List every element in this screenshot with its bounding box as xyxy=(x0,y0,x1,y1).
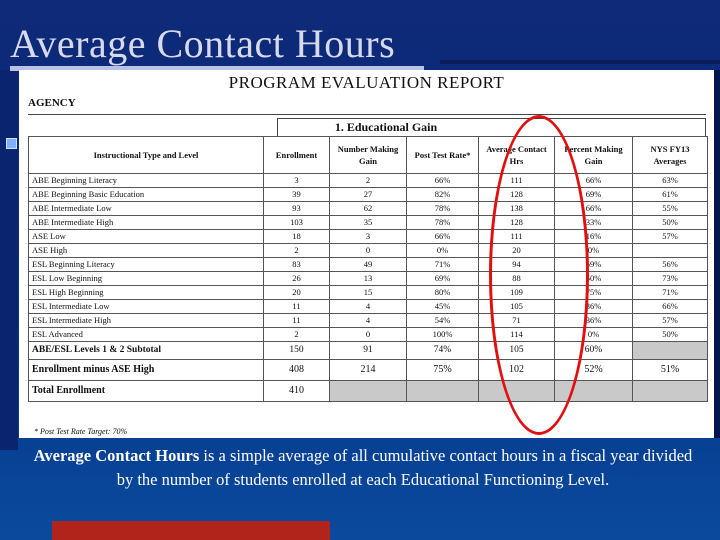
table-cell: 75% xyxy=(407,360,479,381)
table-cell: ABE Intermediate High xyxy=(29,216,264,230)
table-cell: 100% xyxy=(407,328,479,342)
table-cell: ABE Beginning Basic Education xyxy=(29,188,264,202)
table-cell: Enrollment minus ASE High xyxy=(29,360,264,381)
table-cell: 2 xyxy=(264,244,330,258)
table-row xyxy=(29,188,708,202)
total-enrollment-row xyxy=(29,381,708,402)
table-cell: 54% xyxy=(407,314,479,328)
empty-cell xyxy=(330,381,407,402)
educational-gain-table xyxy=(28,136,708,402)
agency-label: AGENCY xyxy=(28,97,76,109)
table-cell: 15 xyxy=(330,286,407,300)
table-row xyxy=(29,244,708,258)
table-cell: 36% xyxy=(555,300,633,314)
column-header: NYS FY13 Averages xyxy=(633,137,708,174)
table-cell: 49 xyxy=(330,258,407,272)
table-cell: 78% xyxy=(407,216,479,230)
table-cell: 91 xyxy=(330,342,407,360)
table-cell: 150 xyxy=(264,342,330,360)
table-cell: 66% xyxy=(555,202,633,216)
table-cell: ESL Low Beginning xyxy=(29,272,264,286)
table-cell: ABE/ESL Levels 1 & 2 Subtotal xyxy=(29,342,264,360)
table-cell: 109 xyxy=(479,286,555,300)
table-cell: 26 xyxy=(264,272,330,286)
table-cell: 66% xyxy=(555,174,633,188)
subtotal-row xyxy=(29,342,708,360)
table-cell: 66% xyxy=(407,230,479,244)
table-cell: 3 xyxy=(264,174,330,188)
table-cell: 50% xyxy=(633,216,708,230)
table-cell: 16% xyxy=(555,230,633,244)
table-row xyxy=(29,230,708,244)
table-cell: 55% xyxy=(633,202,708,216)
table-cell: ESL High Beginning xyxy=(29,286,264,300)
table-cell: 3 xyxy=(330,230,407,244)
table-cell: 13 xyxy=(330,272,407,286)
table-cell: 0% xyxy=(555,328,633,342)
table-cell: 60% xyxy=(555,342,633,360)
table-row xyxy=(29,174,708,188)
caption-text: is a simple average of all cumulative contact hours in a fiscal year divided by the number of students enrolled at each Educational Functioning Level. xyxy=(116,446,693,489)
table-cell: 102 xyxy=(479,360,555,381)
table-row xyxy=(29,272,708,286)
table-cell: 27 xyxy=(330,188,407,202)
decorative-bar xyxy=(440,60,720,64)
table-cell: 0 xyxy=(330,244,407,258)
table-cell: 62 xyxy=(330,202,407,216)
column-header: Instructional Type and Level xyxy=(29,137,264,174)
table-cell: 105 xyxy=(479,300,555,314)
report-image xyxy=(19,70,714,438)
table-cell: ESL Advanced xyxy=(29,328,264,342)
table-cell: 111 xyxy=(479,230,555,244)
table-cell xyxy=(633,244,708,258)
table-row xyxy=(29,314,708,328)
table-row xyxy=(29,202,708,216)
agency-rule xyxy=(28,114,706,115)
table-row xyxy=(29,328,708,342)
table-cell: 20 xyxy=(264,286,330,300)
table-cell: 114 xyxy=(479,328,555,342)
table-cell: 4 xyxy=(330,314,407,328)
column-header: Percent Making Gain xyxy=(555,137,633,174)
column-header: Enrollment xyxy=(264,137,330,174)
footnote: * Post Test Rate Target: 70% xyxy=(34,427,128,436)
section-title: 1. Educational Gain xyxy=(334,120,438,134)
table-cell: 80% xyxy=(407,286,479,300)
table-cell: 35 xyxy=(330,216,407,230)
table-cell: 71% xyxy=(633,286,708,300)
table-cell: 11 xyxy=(264,314,330,328)
table-cell: 410 xyxy=(264,381,330,402)
table-cell: 56% xyxy=(633,258,708,272)
table-cell: 103 xyxy=(264,216,330,230)
table-cell: 20 xyxy=(479,244,555,258)
caption-term: Average Contact Hours xyxy=(33,446,200,465)
empty-cell xyxy=(407,381,479,402)
table-cell: 0 xyxy=(330,328,407,342)
table-cell: 69% xyxy=(407,272,479,286)
table-cell: 94 xyxy=(479,258,555,272)
decorative-side-panel xyxy=(0,70,18,450)
column-header: Average Contact Hrs xyxy=(479,137,555,174)
table-cell: 71 xyxy=(479,314,555,328)
table-row xyxy=(29,258,708,272)
table-header-row xyxy=(29,137,708,174)
table-cell: 18 xyxy=(264,230,330,244)
table-cell: 11 xyxy=(264,300,330,314)
table-cell: 111 xyxy=(479,174,555,188)
table-cell: 214 xyxy=(330,360,407,381)
table-cell: 57% xyxy=(633,230,708,244)
table-cell: Total Enrollment xyxy=(29,381,264,402)
table-cell: 73% xyxy=(633,272,708,286)
table-cell: 66% xyxy=(407,174,479,188)
table-cell: 4 xyxy=(330,300,407,314)
table-cell: ESL Beginning Literacy xyxy=(29,258,264,272)
table-cell: 51% xyxy=(633,360,708,381)
table-cell: 61% xyxy=(633,188,708,202)
table-cell: 88 xyxy=(479,272,555,286)
table-cell: 50% xyxy=(633,328,708,342)
table-cell: 93 xyxy=(264,202,330,216)
table-cell: ASE Low xyxy=(29,230,264,244)
table-cell: 408 xyxy=(264,360,330,381)
table-cell: ABE Intermediate Low xyxy=(29,202,264,216)
decorative-bottom-bar xyxy=(52,521,330,540)
table-cell: 75% xyxy=(555,286,633,300)
table-cell: 0% xyxy=(407,244,479,258)
table-cell: ASE High xyxy=(29,244,264,258)
table-cell: 71% xyxy=(407,258,479,272)
table-row xyxy=(29,216,708,230)
table-cell: 0% xyxy=(555,244,633,258)
table-cell: 74% xyxy=(407,342,479,360)
table-cell: 128 xyxy=(479,216,555,230)
table-cell: 36% xyxy=(555,314,633,328)
slide-caption xyxy=(30,444,696,492)
table-cell: 138 xyxy=(479,202,555,216)
highlight-oval-contact-hours xyxy=(489,115,589,435)
table-cell: 33% xyxy=(555,216,633,230)
table-cell: 66% xyxy=(633,300,708,314)
table-cell: 57% xyxy=(633,314,708,328)
column-header: Number Making Gain xyxy=(330,137,407,174)
table-cell: 59% xyxy=(555,258,633,272)
empty-cell xyxy=(633,381,708,402)
report-title: PROGRAM EVALUATION REPORT xyxy=(228,73,505,92)
table-cell: ESL Intermediate Low xyxy=(29,300,264,314)
decorative-shadow xyxy=(714,70,720,438)
table-row xyxy=(29,286,708,300)
table-cell: 128 xyxy=(479,188,555,202)
table-cell: ESL Intermediate High xyxy=(29,314,264,328)
slide-title: Average Contact Hours xyxy=(10,21,396,66)
table-cell: 39 xyxy=(264,188,330,202)
table-cell: 63% xyxy=(633,174,708,188)
table-cell: 2 xyxy=(264,328,330,342)
table-cell: 45% xyxy=(407,300,479,314)
table-row xyxy=(29,300,708,314)
table-cell: 50% xyxy=(555,272,633,286)
table-cell: 69% xyxy=(555,188,633,202)
table-cell xyxy=(633,342,708,360)
enrollment-minus-row xyxy=(29,360,708,381)
bullet-marker xyxy=(6,138,17,149)
table-cell: ABE Beginning Literacy xyxy=(29,174,264,188)
column-header: Post Test Rate* xyxy=(407,137,479,174)
table-cell: 52% xyxy=(555,360,633,381)
table-cell: 78% xyxy=(407,202,479,216)
table-cell: 105 xyxy=(479,342,555,360)
table-cell: 2 xyxy=(330,174,407,188)
table-cell: 82% xyxy=(407,188,479,202)
table-cell: 83 xyxy=(264,258,330,272)
